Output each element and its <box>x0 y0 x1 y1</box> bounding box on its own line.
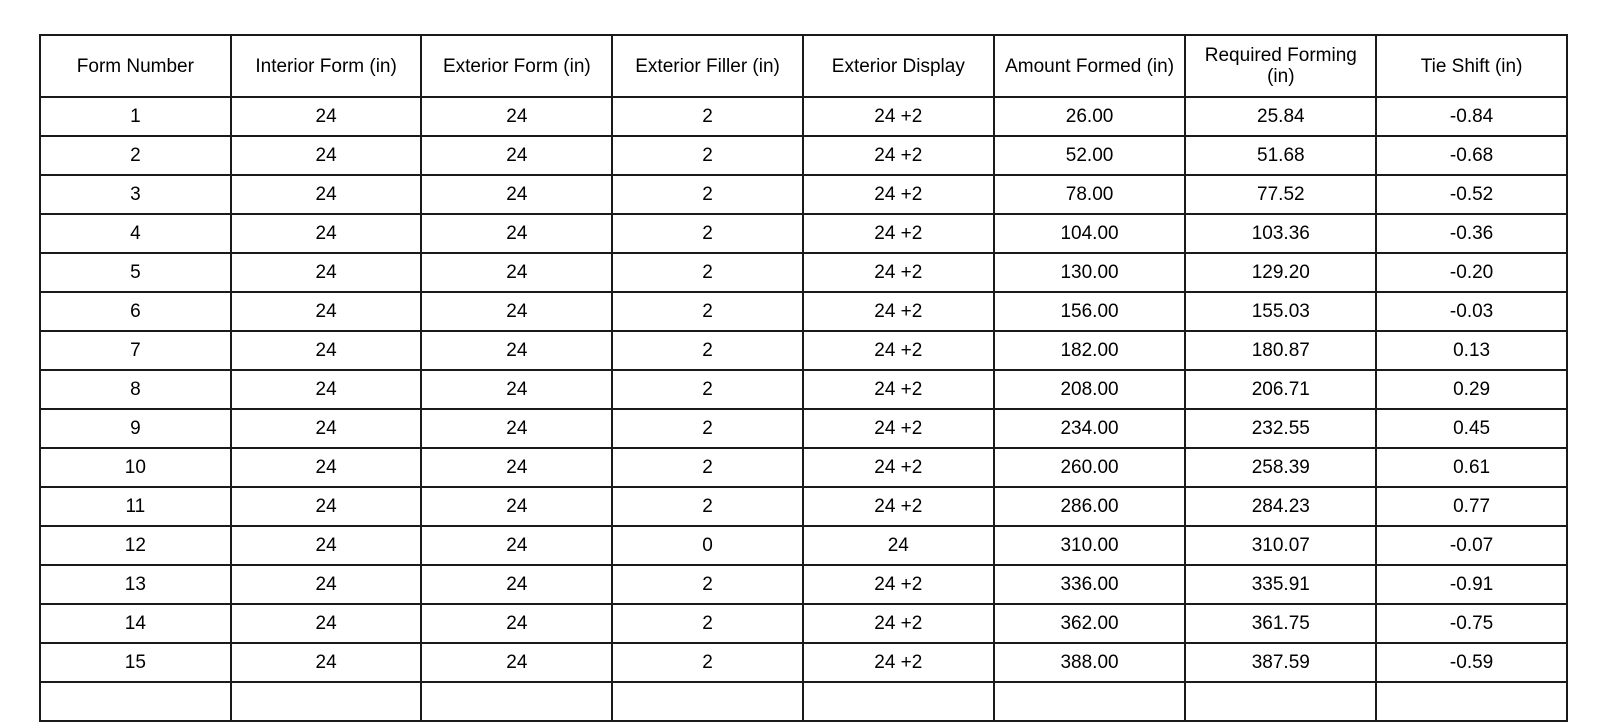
cell-exterior-filler: 2 <box>612 292 803 331</box>
cell-tie-shift: 0.13 <box>1376 331 1567 370</box>
cell-tie-shift: 0.29 <box>1376 370 1567 409</box>
cell-exterior-form: 24 <box>421 487 612 526</box>
cell-exterior-display <box>803 682 994 721</box>
cell-exterior-filler: 2 <box>612 643 803 682</box>
cell-required-forming: 206.71 <box>1185 370 1376 409</box>
cell-interior-form: 24 <box>231 643 422 682</box>
table-row <box>40 214 1567 253</box>
cell-exterior-form: 24 <box>421 136 612 175</box>
cell-exterior-filler: 2 <box>612 448 803 487</box>
cell-tie-shift: 0.77 <box>1376 487 1567 526</box>
table-row <box>40 409 1567 448</box>
cell-tie-shift: -0.84 <box>1376 97 1567 136</box>
cell-required-forming <box>1185 682 1376 721</box>
header-form-number: Form Number <box>40 35 231 97</box>
cell-amount-formed: 388.00 <box>994 643 1186 682</box>
cell-exterior-filler: 2 <box>612 565 803 604</box>
cell-amount-formed: 130.00 <box>994 253 1186 292</box>
cell-tie-shift: 0.61 <box>1376 448 1567 487</box>
cell-exterior-display: 24 +2 <box>803 409 994 448</box>
cell-form-number: 2 <box>40 136 231 175</box>
cell-tie-shift <box>1376 682 1567 721</box>
cell-exterior-filler: 2 <box>612 253 803 292</box>
cell-exterior-display: 24 +2 <box>803 331 994 370</box>
cell-form-number: 3 <box>40 175 231 214</box>
cell-form-number: 14 <box>40 604 231 643</box>
form-table-container <box>39 34 1568 722</box>
cell-amount-formed: 78.00 <box>994 175 1186 214</box>
cell-exterior-filler: 2 <box>612 97 803 136</box>
cell-form-number <box>40 682 231 721</box>
cell-form-number: 1 <box>40 97 231 136</box>
cell-form-number: 12 <box>40 526 231 565</box>
cell-exterior-filler <box>612 682 803 721</box>
cell-required-forming: 77.52 <box>1185 175 1376 214</box>
cell-tie-shift: -0.91 <box>1376 565 1567 604</box>
form-table <box>39 34 1568 722</box>
cell-required-forming: 387.59 <box>1185 643 1376 682</box>
cell-exterior-form <box>421 682 612 721</box>
cell-tie-shift: -0.59 <box>1376 643 1567 682</box>
cell-amount-formed: 286.00 <box>994 487 1186 526</box>
cell-tie-shift: -0.75 <box>1376 604 1567 643</box>
cell-exterior-display: 24 +2 <box>803 97 994 136</box>
cell-interior-form <box>231 682 422 721</box>
cell-interior-form: 24 <box>231 97 422 136</box>
cell-exterior-display: 24 +2 <box>803 253 994 292</box>
cell-amount-formed: 156.00 <box>994 292 1186 331</box>
table-row <box>40 370 1567 409</box>
cell-amount-formed: 234.00 <box>994 409 1186 448</box>
cell-form-number: 13 <box>40 565 231 604</box>
cell-exterior-form: 24 <box>421 565 612 604</box>
cell-amount-formed <box>994 682 1186 721</box>
cell-amount-formed: 104.00 <box>994 214 1186 253</box>
cell-tie-shift: -0.68 <box>1376 136 1567 175</box>
cell-tie-shift: 0.45 <box>1376 409 1567 448</box>
cell-exterior-filler: 2 <box>612 487 803 526</box>
cell-form-number: 10 <box>40 448 231 487</box>
cell-exterior-display: 24 +2 <box>803 175 994 214</box>
table-row <box>40 331 1567 370</box>
cell-required-forming: 361.75 <box>1185 604 1376 643</box>
cell-exterior-filler: 2 <box>612 175 803 214</box>
cell-required-forming: 310.07 <box>1185 526 1376 565</box>
cell-exterior-form: 24 <box>421 214 612 253</box>
cell-exterior-form: 24 <box>421 448 612 487</box>
table-row <box>40 253 1567 292</box>
cell-amount-formed: 208.00 <box>994 370 1186 409</box>
cell-exterior-display: 24 +2 <box>803 214 994 253</box>
cell-exterior-filler: 2 <box>612 331 803 370</box>
cell-interior-form: 24 <box>231 526 422 565</box>
table-row <box>40 643 1567 682</box>
cell-interior-form: 24 <box>231 604 422 643</box>
cell-amount-formed: 310.00 <box>994 526 1186 565</box>
cell-exterior-form: 24 <box>421 643 612 682</box>
cell-exterior-display: 24 +2 <box>803 370 994 409</box>
cell-required-forming: 284.23 <box>1185 487 1376 526</box>
cell-exterior-display: 24 +2 <box>803 448 994 487</box>
cell-exterior-filler: 2 <box>612 409 803 448</box>
cell-exterior-display: 24 +2 <box>803 565 994 604</box>
cell-exterior-filler: 2 <box>612 370 803 409</box>
header-row <box>40 35 1567 97</box>
cell-amount-formed: 52.00 <box>994 136 1186 175</box>
header-interior-form: Interior Form (in) <box>231 35 422 97</box>
cell-exterior-display: 24 +2 <box>803 487 994 526</box>
cell-interior-form: 24 <box>231 175 422 214</box>
cell-tie-shift: -0.52 <box>1376 175 1567 214</box>
cell-amount-formed: 260.00 <box>994 448 1186 487</box>
cell-interior-form: 24 <box>231 292 422 331</box>
cell-amount-formed: 336.00 <box>994 565 1186 604</box>
cell-exterior-form: 24 <box>421 604 612 643</box>
table-row <box>40 526 1567 565</box>
table-body <box>40 97 1567 721</box>
cell-tie-shift: -0.20 <box>1376 253 1567 292</box>
cell-required-forming: 103.36 <box>1185 214 1376 253</box>
cell-exterior-display: 24 +2 <box>803 292 994 331</box>
cell-interior-form: 24 <box>231 214 422 253</box>
cell-tie-shift: -0.03 <box>1376 292 1567 331</box>
cell-exterior-filler: 0 <box>612 526 803 565</box>
cell-required-forming: 335.91 <box>1185 565 1376 604</box>
cell-interior-form: 24 <box>231 331 422 370</box>
cell-exterior-form: 24 <box>421 526 612 565</box>
cell-tie-shift: -0.07 <box>1376 526 1567 565</box>
header-exterior-filler: Exterior Filler (in) <box>612 35 803 97</box>
cell-exterior-form: 24 <box>421 253 612 292</box>
table-row <box>40 565 1567 604</box>
cell-amount-formed: 26.00 <box>994 97 1186 136</box>
header-exterior-display: Exterior Display <box>803 35 994 97</box>
table-row <box>40 448 1567 487</box>
cell-exterior-display: 24 +2 <box>803 136 994 175</box>
cell-exterior-filler: 2 <box>612 136 803 175</box>
table-row <box>40 136 1567 175</box>
cell-amount-formed: 362.00 <box>994 604 1186 643</box>
cell-interior-form: 24 <box>231 136 422 175</box>
cell-required-forming: 129.20 <box>1185 253 1376 292</box>
cell-exterior-filler: 2 <box>612 604 803 643</box>
table-row <box>40 97 1567 136</box>
cell-interior-form: 24 <box>231 253 422 292</box>
cell-interior-form: 24 <box>231 409 422 448</box>
cell-interior-form: 24 <box>231 565 422 604</box>
cell-required-forming: 155.03 <box>1185 292 1376 331</box>
header-exterior-form: Exterior Form (in) <box>421 35 612 97</box>
cell-required-forming: 258.39 <box>1185 448 1376 487</box>
cell-required-forming: 25.84 <box>1185 97 1376 136</box>
table-row <box>40 682 1567 721</box>
cell-tie-shift: -0.36 <box>1376 214 1567 253</box>
cell-interior-form: 24 <box>231 448 422 487</box>
cell-exterior-display: 24 <box>803 526 994 565</box>
table-row <box>40 292 1567 331</box>
table-row <box>40 175 1567 214</box>
cell-form-number: 11 <box>40 487 231 526</box>
cell-interior-form: 24 <box>231 487 422 526</box>
table-row <box>40 487 1567 526</box>
cell-exterior-display: 24 +2 <box>803 604 994 643</box>
cell-exterior-form: 24 <box>421 175 612 214</box>
cell-form-number: 6 <box>40 292 231 331</box>
cell-exterior-form: 24 <box>421 409 612 448</box>
cell-exterior-form: 24 <box>421 97 612 136</box>
cell-form-number: 15 <box>40 643 231 682</box>
cell-exterior-filler: 2 <box>612 214 803 253</box>
table-row <box>40 604 1567 643</box>
cell-form-number: 7 <box>40 331 231 370</box>
cell-form-number: 9 <box>40 409 231 448</box>
cell-amount-formed: 182.00 <box>994 331 1186 370</box>
cell-interior-form: 24 <box>231 370 422 409</box>
cell-form-number: 5 <box>40 253 231 292</box>
cell-exterior-form: 24 <box>421 370 612 409</box>
header-tie-shift: Tie Shift (in) <box>1376 35 1567 97</box>
cell-exterior-form: 24 <box>421 292 612 331</box>
cell-required-forming: 180.87 <box>1185 331 1376 370</box>
header-amount-formed: Amount Formed (in) <box>994 35 1186 97</box>
cell-exterior-form: 24 <box>421 331 612 370</box>
cell-required-forming: 232.55 <box>1185 409 1376 448</box>
cell-exterior-display: 24 +2 <box>803 643 994 682</box>
header-required-forming: Required Forming (in) <box>1185 35 1376 97</box>
cell-form-number: 4 <box>40 214 231 253</box>
cell-required-forming: 51.68 <box>1185 136 1376 175</box>
cell-form-number: 8 <box>40 370 231 409</box>
